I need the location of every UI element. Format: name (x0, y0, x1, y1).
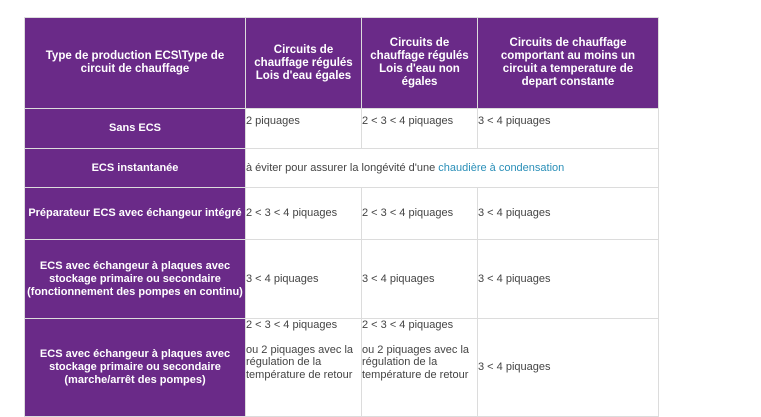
table-cell: 2 piquages (246, 109, 362, 149)
cell-line: 2 < 3 < 4 piquages (362, 319, 454, 331)
cell-line: ou 2 piquages avec la régulation de la température de retour (246, 343, 354, 381)
row-label: Sans ECS (25, 109, 246, 149)
condensing-boiler-link[interactable]: chaudière à condensation (438, 161, 565, 174)
table-row (25, 188, 659, 240)
cell-line: 2 < 3 < 4 piquages (246, 319, 338, 331)
header-row (25, 18, 659, 109)
table-cell: 3 < 4 piquages (246, 240, 362, 319)
note-text: à éviter pour assurer la longévité d'une (246, 161, 439, 174)
table-row (25, 149, 659, 188)
row-label: ECS avec échangeur à plaques avec stockage primaire ou secondaire (marche/arrêt des pompes) (25, 319, 246, 417)
header-equal-water-laws: Circuits de chauffage régulés Lois d'eau égales (246, 18, 362, 109)
cell-line: ou 2 piquages avec la régulation de la température de retour (362, 343, 470, 381)
row-label: Préparateur ECS avec échangeur intégré (25, 188, 246, 240)
table-cell: 3 < 4 piquages (478, 240, 659, 319)
row-label: ECS avec échangeur à plaques avec stockage primaire ou secondaire (fonctionnement des pompes en continu) (25, 240, 246, 319)
table-cell: 2 < 3 < 4 piquages (246, 188, 362, 240)
note-cell (246, 149, 659, 188)
table-cell (246, 319, 362, 417)
table-cell: 3 < 4 piquages (478, 319, 659, 417)
header-constant-temperature: Circuits de chauffage comportant au moins un circuit a temperature de depart constante (478, 18, 659, 109)
table-cell (362, 319, 478, 417)
table-cell: 3 < 4 piquages (362, 240, 478, 319)
table-cell: 2 < 3 < 4 piquages (362, 109, 478, 149)
table-row (25, 109, 659, 149)
table-cell: 3 < 4 piquages (478, 109, 659, 149)
table-cell: 2 < 3 < 4 piquages (362, 188, 478, 240)
table-row (25, 319, 659, 417)
table-row (25, 240, 659, 319)
piquages-table (24, 17, 659, 417)
table-cell: 3 < 4 piquages (478, 188, 659, 240)
header-production-type: Type de production ECS\Type de circuit de chauffage (25, 18, 246, 109)
header-unequal-water-laws: Circuits de chauffage régulés Lois d'eau non égales (362, 18, 478, 109)
row-label: ECS instantanée (25, 149, 246, 188)
